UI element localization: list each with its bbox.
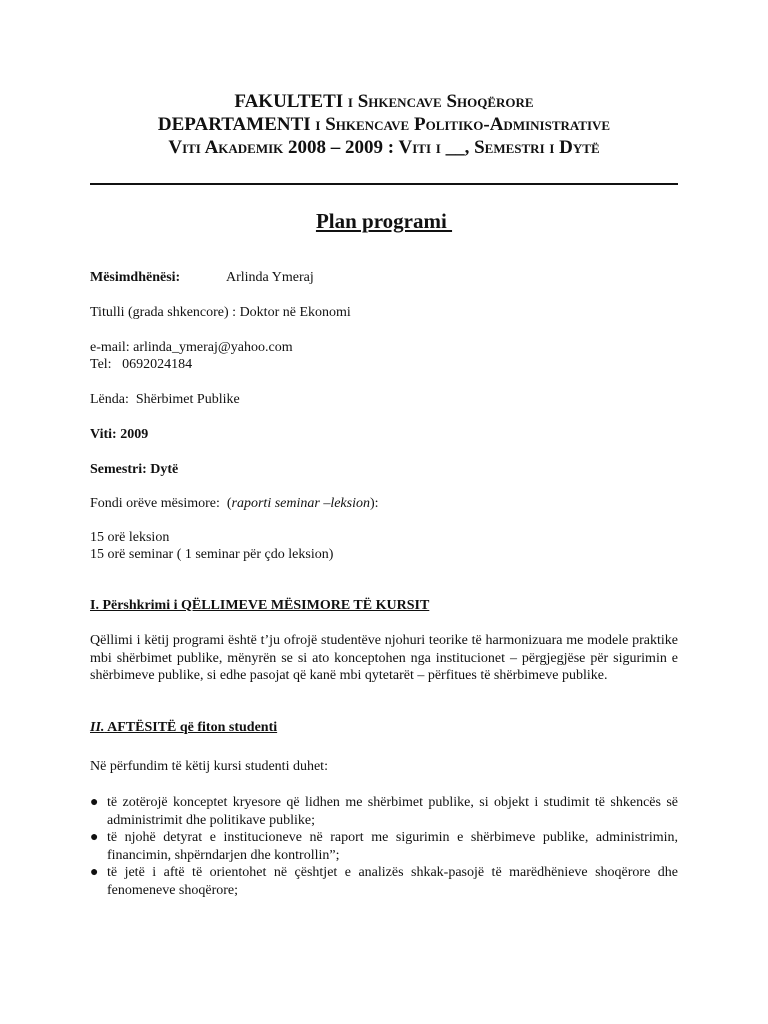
section-1-heading: I. Përshkrimi i QËLLIMEVE MËSIMORE TË KURSIT (90, 598, 430, 613)
semester-line: Semestri: Dytë (90, 462, 179, 477)
hours-fund-suffix: ): (369, 496, 379, 511)
section-2-number: II. (90, 720, 105, 735)
section-2-heading (90, 720, 277, 736)
department-name: DEPARTAMENTI (157, 114, 311, 135)
list-item-text: të njohë detyrat e institucioneve në raport me sigurimin e shërbimeve publike, administrimin, financimin, shpërndarjen dhe kontrollin”; (107, 830, 678, 863)
faculty-subtitle: i Shkencave Shoqërore (343, 91, 534, 112)
list-item (90, 864, 678, 899)
lecture-hours-line: 15 orë leksion (90, 530, 170, 545)
email-line: e-mail: arlinda_ymeraj@yahoo.com (90, 340, 293, 355)
page-title: Plan programi (315, 209, 453, 233)
hours-fund-line (90, 495, 379, 512)
lecturer-name: Arlinda Ymeraj (226, 270, 314, 285)
subject-line: Lënda: Shërbimet Publike (90, 392, 240, 407)
list-item (90, 794, 678, 829)
list-item-text: të jetë i aftë të orientohet në çështjet e analizës shkak-pasojë të marëdhënieve shoqërore dhe fenomeneve shoqërore; (107, 865, 678, 898)
seminar-hours-line: 15 orë seminar ( 1 seminar për çdo leksion) (90, 547, 334, 562)
section-2-title: AFTËSITË që fiton studenti (104, 720, 278, 735)
semester-info: : Viti i __, Semestri i Dytë (387, 137, 600, 158)
lecturer-label: Mësimdhënësi: (90, 270, 181, 285)
section-1-paragraph: Qëllimi i këtij programi është t’ju ofrojë studentëve njohuri teorike të harmonizuara me modele praktike mbi shërbimet publike, mënyrën se si ato konceptohen nga institucionet – përgjegjëse për sigurimin e shërbimeve publike, si edhe pasojat që kanë mbi qytetarët – përfitues të shërbimeve publike. (90, 633, 678, 683)
department-line (0, 113, 768, 136)
hours-fund-prefix: Fondi orëve mësimore: ( (90, 496, 232, 511)
department-subtitle: i Shkencave Politiko-Administrative (310, 114, 611, 135)
hours-fund-ratio: raporti seminar –leksion (231, 496, 370, 511)
lecturer-line (90, 269, 314, 286)
faculty-name: FAKULTETI (234, 91, 344, 112)
skills-list (90, 794, 678, 899)
section-2-intro: Në përfundim të këtij kursi studenti duhet: (90, 759, 328, 774)
header-divider (90, 183, 678, 185)
faculty-line (0, 90, 768, 113)
academic-year-line (0, 136, 768, 159)
bullet-icon: ● (90, 830, 99, 845)
bullet-icon: ● (90, 865, 99, 880)
document-header (0, 90, 768, 159)
phone-line: Tel: 0692024184 (90, 357, 193, 372)
bullet-icon: ● (90, 795, 99, 810)
list-item (90, 829, 678, 864)
title-degree-line: Titulli (grada shkencore) : Doktor në Ekonomi (90, 305, 351, 320)
academic-year-value: 2008 – 2009 (283, 137, 388, 158)
academic-year-label: Viti Akademik (168, 137, 284, 158)
list-item-text: të zotërojë konceptet kryesore që lidhen me shërbimet publike, si objekt i studimit të shkencës së administrimit dhe politikave publike; (107, 795, 678, 828)
year-line: Viti: 2009 (90, 427, 149, 442)
